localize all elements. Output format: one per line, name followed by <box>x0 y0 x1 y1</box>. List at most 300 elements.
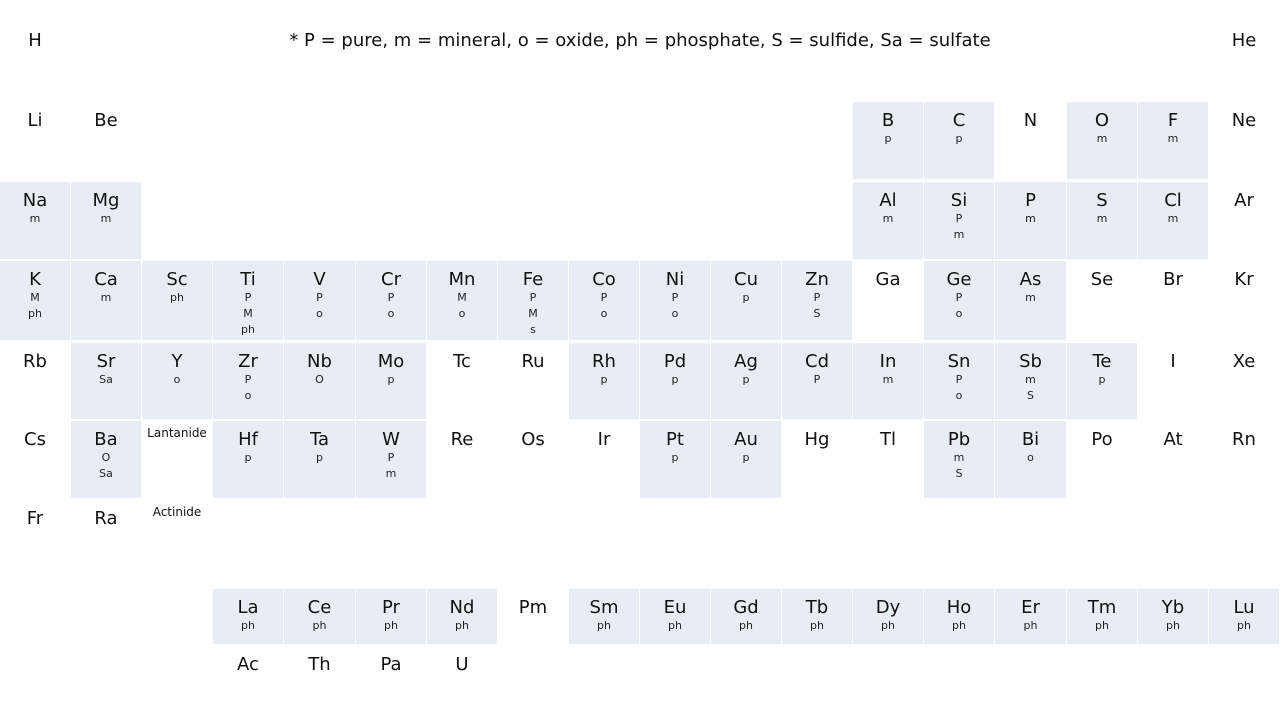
element-symbol: Rb <box>23 351 47 372</box>
element-tags <box>1138 618 1208 634</box>
element-cell-au <box>711 421 781 498</box>
element-symbol: Lu <box>1233 597 1255 618</box>
element-tag: S <box>955 467 963 480</box>
element-tag: m <box>100 212 112 225</box>
element-cell-br <box>1138 261 1208 340</box>
element-tag: p <box>244 451 252 464</box>
element-tag: p <box>742 451 750 464</box>
element-symbol: Fr <box>26 508 44 529</box>
element-cell-k <box>0 261 70 340</box>
element-symbol: Nd <box>449 597 475 618</box>
element-symbol: Be <box>94 110 118 131</box>
element-cell-be <box>71 102 141 179</box>
element-symbol: Tm <box>1087 597 1117 618</box>
element-cell-re <box>427 421 497 498</box>
element-tag: S <box>813 307 821 320</box>
element-cell-zr <box>213 343 283 419</box>
element-symbol: Ru <box>521 351 545 372</box>
element-symbol: Pt <box>666 429 684 450</box>
element-tag: ph <box>1237 619 1251 632</box>
element-symbol: Cr <box>381 269 401 290</box>
element-tags <box>853 618 923 634</box>
element-symbol: Actinide <box>152 505 202 519</box>
element-symbol: Rh <box>592 351 616 372</box>
element-tags <box>71 372 141 388</box>
element-symbol: Al <box>879 190 897 211</box>
element-cell-h <box>0 22 70 99</box>
element-tags <box>213 290 283 338</box>
element-tag: m <box>385 467 397 480</box>
element-cell-mn <box>427 261 497 340</box>
element-symbol: Cu <box>734 269 758 290</box>
element-tags <box>924 290 994 322</box>
element-tag: P <box>813 373 821 386</box>
element-tag: p <box>600 373 608 386</box>
element-tag: O <box>315 373 324 386</box>
element-tags <box>1067 131 1137 147</box>
element-tag: ph <box>170 291 184 304</box>
element-tag: ph <box>1166 619 1180 632</box>
element-symbol: Mg <box>92 190 120 211</box>
element-cell-v <box>284 261 355 340</box>
element-cell-y <box>142 343 212 419</box>
element-cell-dy <box>853 589 923 644</box>
element-tags <box>853 131 923 147</box>
element-tags <box>284 290 355 322</box>
element-symbol: As <box>1019 269 1042 290</box>
element-tags <box>995 290 1066 306</box>
element-symbol: Pb <box>947 429 971 450</box>
element-cell-xe <box>1209 343 1279 419</box>
element-tags <box>427 290 497 322</box>
element-tag: m <box>1025 373 1036 386</box>
element-cell-cr <box>356 261 426 340</box>
element-cell-cu <box>711 261 781 340</box>
element-symbol: Ho <box>946 597 972 618</box>
element-cell-ca <box>71 261 141 340</box>
element-tag: m <box>1167 212 1179 225</box>
element-cell-lu <box>1209 589 1279 644</box>
element-symbol: Sn <box>947 351 971 372</box>
element-cell-at <box>1138 421 1208 498</box>
element-symbol: C <box>952 110 966 131</box>
element-tag: m <box>29 212 41 225</box>
element-cell-co <box>569 261 639 340</box>
element-cell-ho <box>924 589 994 644</box>
element-cell-rh <box>569 343 639 419</box>
element-symbol: K <box>29 269 41 290</box>
element-cell-sc <box>142 261 212 340</box>
element-symbol: Pd <box>663 351 687 372</box>
element-cell-ga <box>853 261 923 340</box>
element-cell-sm <box>569 589 639 644</box>
element-tags <box>924 372 994 404</box>
element-cell-ac <box>213 646 283 701</box>
element-tags <box>356 618 426 634</box>
element-tag: P <box>387 291 395 304</box>
element-symbol: Hf <box>238 429 258 450</box>
element-cell-zn <box>782 261 852 340</box>
element-cell-he <box>1209 22 1279 99</box>
element-cell-mo <box>356 343 426 419</box>
element-symbol: N <box>1023 110 1038 131</box>
element-symbol: At <box>1163 429 1183 450</box>
element-tags <box>711 372 781 388</box>
element-symbol: Ir <box>597 429 611 450</box>
element-tags <box>995 211 1066 227</box>
element-tag: ph <box>739 619 753 632</box>
element-tag: P <box>955 212 963 225</box>
element-cell-th <box>284 646 355 701</box>
element-symbol: Sc <box>166 269 188 290</box>
element-tags <box>71 211 141 227</box>
element-cell-li <box>0 102 70 179</box>
element-tag: P <box>955 373 963 386</box>
element-cell-w <box>356 421 426 498</box>
element-symbol: La <box>237 597 259 618</box>
element-tags <box>498 290 568 338</box>
element-tag: p <box>671 373 679 386</box>
element-tag: o <box>316 307 323 320</box>
element-tags <box>569 290 639 322</box>
element-symbol: S <box>1096 190 1108 211</box>
element-symbol: B <box>881 110 895 131</box>
element-cell-fr <box>0 500 70 559</box>
element-cell-ba <box>71 421 141 498</box>
element-cell-sn <box>924 343 994 419</box>
element-cell-pt <box>640 421 710 498</box>
element-cell-la <box>213 589 283 644</box>
element-tag: p <box>742 373 750 386</box>
element-tag: M <box>243 307 253 320</box>
element-cell-te <box>1067 343 1137 419</box>
element-tag: o <box>1027 451 1034 464</box>
element-symbol: Tb <box>805 597 829 618</box>
element-tag: M <box>30 291 40 304</box>
element-symbol: Sr <box>96 351 116 372</box>
element-symbol: Pr <box>382 597 400 618</box>
element-cell-yb <box>1138 589 1208 644</box>
element-symbol: Os <box>521 429 545 450</box>
element-tag: o <box>173 373 181 386</box>
element-cell-os <box>498 421 568 498</box>
element-tag: P <box>671 291 679 304</box>
element-cell-po <box>1067 421 1137 498</box>
element-tag: ph <box>28 307 42 320</box>
element-tag: P <box>600 291 608 304</box>
element-cell-fe <box>498 261 568 340</box>
element-cell-u <box>427 646 497 701</box>
element-tag: o <box>458 307 466 320</box>
element-symbol: Tl <box>880 429 896 450</box>
element-symbol: Ni <box>665 269 685 290</box>
element-tag: P <box>387 451 395 464</box>
element-symbol: Ti <box>240 269 256 290</box>
element-symbol: Hg <box>804 429 830 450</box>
element-symbol: Ra <box>94 508 118 529</box>
element-symbol: P <box>1025 190 1036 211</box>
element-symbol: Cs <box>24 429 46 450</box>
element-tags <box>213 450 283 466</box>
element-tag: m <box>953 228 965 241</box>
element-tag: ph <box>241 323 255 336</box>
element-tags <box>1138 131 1208 147</box>
element-tags <box>1067 372 1137 388</box>
element-symbol: Zn <box>805 269 829 290</box>
element-tags <box>640 372 710 388</box>
element-symbol: Au <box>734 429 758 450</box>
element-tags <box>142 290 212 306</box>
element-cell-pb <box>924 421 994 498</box>
element-tag: o <box>600 307 608 320</box>
element-cell-tc <box>427 343 497 419</box>
element-cell-c <box>924 102 994 179</box>
element-cell-nb <box>284 343 355 419</box>
element-cell-sr <box>71 343 141 419</box>
element-tags <box>640 290 710 322</box>
element-tag: m <box>1096 132 1108 145</box>
element-cell-i <box>1138 343 1208 419</box>
element-cell-cl <box>1138 182 1208 259</box>
element-tags <box>284 372 355 388</box>
element-symbol: Pa <box>380 654 402 675</box>
element-cell-s <box>1067 182 1137 259</box>
element-tags <box>427 618 497 634</box>
element-tags <box>711 290 781 306</box>
element-tag: o <box>955 389 963 402</box>
element-cell-tl <box>853 421 923 498</box>
element-cell-ne <box>1209 102 1279 179</box>
element-cell-f <box>1138 102 1208 179</box>
element-symbol: Er <box>1021 597 1040 618</box>
element-tags <box>924 618 994 634</box>
element-cell-sb <box>995 343 1066 419</box>
element-symbol: Th <box>308 654 331 675</box>
element-symbol: Ac <box>237 654 259 675</box>
element-cell-si <box>924 182 994 259</box>
element-tags <box>569 372 639 388</box>
element-tags <box>71 290 141 306</box>
element-symbol: U <box>455 654 469 675</box>
element-cell-ra <box>71 500 141 559</box>
element-cell-in <box>853 343 923 419</box>
legend-note: * P = pure, m = mineral, o = oxide, ph = phosphate, S = sulfide, Sa = sulfate <box>289 30 991 51</box>
element-tag: p <box>316 451 323 464</box>
element-tags <box>711 618 781 634</box>
element-symbol: Tc <box>453 351 471 372</box>
element-symbol: Zr <box>238 351 258 372</box>
element-symbol: Y <box>171 351 183 372</box>
element-tags <box>924 131 994 147</box>
element-cell-se <box>1067 261 1137 340</box>
element-tag: P <box>316 291 323 304</box>
element-symbol: Mo <box>377 351 405 372</box>
element-tag: m <box>1025 212 1036 225</box>
element-tags <box>284 618 355 634</box>
element-cell-tb <box>782 589 852 644</box>
element-tag: M <box>457 291 467 304</box>
element-symbol: Na <box>22 190 48 211</box>
element-cell-pa <box>356 646 426 701</box>
element-tags <box>1067 618 1137 634</box>
element-symbol: He <box>1231 30 1257 51</box>
element-symbol: Ba <box>94 429 118 450</box>
element-cell-lantanide <box>142 421 212 498</box>
element-cell-as <box>995 261 1066 340</box>
element-cell-mg <box>71 182 141 259</box>
element-tags <box>853 372 923 388</box>
element-tag: ph <box>455 619 469 632</box>
element-symbol: F <box>1167 110 1179 131</box>
element-symbol: Sm <box>589 597 619 618</box>
element-tag: m <box>1096 212 1108 225</box>
element-cell-pr <box>356 589 426 644</box>
element-tag: ph <box>384 619 398 632</box>
element-cell-n <box>995 102 1066 179</box>
element-tag: P <box>813 291 821 304</box>
element-symbol: Gd <box>733 597 759 618</box>
element-symbol: Te <box>1092 351 1112 372</box>
element-cell-rn <box>1209 421 1279 498</box>
element-cell-al <box>853 182 923 259</box>
element-tags <box>711 450 781 466</box>
element-symbol: Re <box>450 429 474 450</box>
element-tags <box>924 450 994 482</box>
element-tag: m <box>882 212 894 225</box>
element-tags <box>0 290 70 322</box>
element-symbol: Rn <box>1232 429 1256 450</box>
element-tag: ph <box>1023 619 1038 632</box>
element-tag: p <box>884 132 892 145</box>
element-tag: ph <box>1095 619 1109 632</box>
element-tag: m <box>1025 291 1036 304</box>
element-tags <box>782 290 852 322</box>
element-tag: M <box>528 307 538 320</box>
element-tag: p <box>955 132 963 145</box>
element-symbol: W <box>382 429 400 450</box>
element-tags <box>356 372 426 388</box>
element-cell-kr <box>1209 261 1279 340</box>
element-tag: ph <box>241 619 255 632</box>
element-symbol: Li <box>27 110 43 131</box>
element-tags <box>995 372 1066 404</box>
element-symbol: Sb <box>1019 351 1042 372</box>
element-cell-ce <box>284 589 355 644</box>
element-cell-o <box>1067 102 1137 179</box>
element-tag: P <box>955 291 963 304</box>
element-tag: m <box>1167 132 1179 145</box>
element-tags <box>213 618 283 634</box>
element-cell-pd <box>640 343 710 419</box>
element-symbol: V <box>313 269 326 290</box>
element-tag: ph <box>952 619 966 632</box>
element-symbol: Br <box>1163 269 1183 290</box>
element-tag: P <box>244 373 252 386</box>
element-symbol: Xe <box>1232 351 1256 372</box>
element-tags <box>640 450 710 466</box>
element-tag: Sa <box>99 373 113 386</box>
element-symbol: Ce <box>307 597 332 618</box>
element-cell-actinide <box>142 500 212 559</box>
element-tag: o <box>671 307 679 320</box>
element-tag: s <box>530 323 536 336</box>
element-tags <box>0 211 70 227</box>
element-cell-ar <box>1209 182 1279 259</box>
element-symbol: Yb <box>1161 597 1185 618</box>
element-symbol: Po <box>1091 429 1113 450</box>
element-tag: ph <box>881 619 895 632</box>
element-symbol: Pm <box>518 597 548 618</box>
element-tags <box>71 450 141 482</box>
element-tags <box>1138 211 1208 227</box>
element-tag: m <box>882 373 894 386</box>
element-cell-cd <box>782 343 852 419</box>
element-tag: ph <box>597 619 611 632</box>
element-tag: p <box>742 291 750 304</box>
element-tag: p <box>671 451 679 464</box>
element-tags <box>995 618 1066 634</box>
element-cell-hg <box>782 421 852 498</box>
element-cell-hf <box>213 421 283 498</box>
element-cell-ta <box>284 421 355 498</box>
element-symbol: Ga <box>875 269 901 290</box>
element-cell-p <box>995 182 1066 259</box>
element-symbol: Kr <box>1234 269 1254 290</box>
element-tag: S <box>1027 389 1034 402</box>
element-tag: Sa <box>99 467 113 480</box>
element-tags <box>213 372 283 404</box>
element-symbol: Nb <box>307 351 332 372</box>
element-tag: m <box>953 451 965 464</box>
element-tag: P <box>529 291 537 304</box>
element-symbol: Co <box>592 269 616 290</box>
element-symbol: Cl <box>1164 190 1182 211</box>
element-cell-b <box>853 102 923 179</box>
element-symbol: Cd <box>805 351 829 372</box>
element-tag: m <box>100 291 112 304</box>
element-tags <box>142 372 212 388</box>
element-symbol: Ge <box>946 269 972 290</box>
element-symbol: Ca <box>94 269 118 290</box>
element-symbol: Fe <box>522 269 544 290</box>
element-symbol: H <box>28 30 42 51</box>
element-symbol: Ta <box>309 429 330 450</box>
element-tag: p <box>1098 373 1106 386</box>
element-symbol: Ag <box>734 351 758 372</box>
element-cell-ni <box>640 261 710 340</box>
element-cell-na <box>0 182 70 259</box>
element-cell-gd <box>711 589 781 644</box>
element-tags <box>995 450 1066 466</box>
element-tag: O <box>101 451 111 464</box>
element-symbol: O <box>1094 110 1110 131</box>
element-tag: ph <box>312 619 327 632</box>
element-cell-ir <box>569 421 639 498</box>
element-cell-er <box>995 589 1066 644</box>
element-tags <box>782 372 852 388</box>
element-symbol: I <box>1170 351 1176 372</box>
element-symbol: Lantanide <box>147 426 207 440</box>
element-tags <box>284 450 355 466</box>
element-cell-ag <box>711 343 781 419</box>
element-symbol: Bi <box>1021 429 1040 450</box>
element-cell-ru <box>498 343 568 419</box>
element-tags <box>924 211 994 243</box>
element-tags <box>640 618 710 634</box>
element-symbol: Si <box>950 190 968 211</box>
element-tag: P <box>244 291 252 304</box>
element-tags <box>356 450 426 482</box>
